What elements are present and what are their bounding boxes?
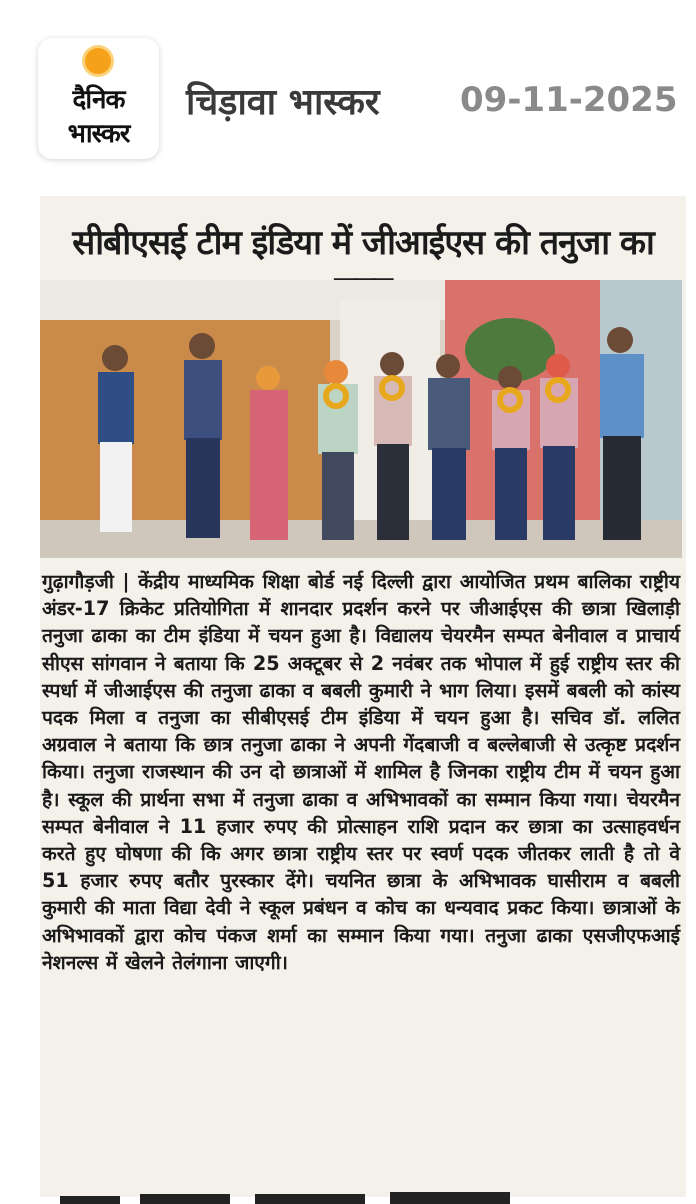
article-body: [42, 568, 680, 976]
article-body-text: केंद्रीय माध्यमिक शिक्षा बोर्ड नई दिल्ली द्वारा आयोजित प्रथम बालिका राष्ट्रीय अंडर-17 क्रिकेट प्रतियोगिता में शानदार प्रदर्शन करने पर जीआईएस की छात्रा खिलाड़ी तनुजा ढाका का टीम इंडिया में चयन हुआ है। विद्यालय चेयरमैन सम्पत बेनीवाल व प्राचार्य सीएस सांगवान ने बताया कि 25 अक्टूबर से 2 नवंबर तक भोपाल में हुई राष्ट्रीय स्तर की स्पर्धा में जीआईएस की तनुजा ढाका व बबली कुमारी ने भाग लिया। इसमें बबली को कांस्य पदक मिला व तनुजा का सीबीएसई टीम इंडिया में चयन हुआ है। सचिव डॉ. ललित अग्रवाल ने बताया कि छात्र तनुजा ढाका ने अपनी गेंदबाजी व बल्लेबाजी से उत्कृष्ट प्रदर्शन किया। तनुजा राजस्थान की उन दो छात्राओं में शामिल है जिनका राष्ट्रीय टीम में चयन हुआ है। स्कूल की प्रार्थना सभा में तनुजा ढाका व अभिभावकों का सम्मान किया गया। चेयरमैन सम्पत बेनीवाल ने 11 हजार रुपए की प्रोत्साहन राशि प्रदान कर छात्रा का उत्साहवर्धन करते हुए घोषणा की कि अगर छात्रा राष्ट्रीय स्तर पर स्वर्ण पदक जीतकर लाती है तो वे 51 हजार रुपए बतौर पुरस्कार देंगे। चयनित छात्रा के अभिभावक घासीराम व बबली कुमारी की माता विद्या देवी ने स्कूल प्रबंधन व कोच का धन्यवाद प्रकट किया। छात्राओं के अभिभावकों द्वारा कोच पंकज शर्मा का सम्मान किया गया। तनुजा ढाका एसजीएफआई नेशनल्स में खेलने तेलंगाना जाएगी।: [42, 570, 681, 974]
article-photo: [40, 280, 682, 558]
app-header: [0, 0, 696, 190]
group-photo-illustration: [40, 280, 682, 558]
sun-icon: [85, 48, 111, 74]
logo-text-line2: भास्कर: [67, 119, 130, 149]
newspaper-clipping: [40, 196, 686, 1197]
cut-off-text-fragment: [40, 1174, 686, 1204]
edition-date: 09-11-2025: [460, 80, 678, 120]
edition-title: चिड़ावा भास्कर: [186, 82, 380, 123]
next-article-headline-cut: [40, 1174, 686, 1204]
dainik-bhaskar-logo[interactable]: [38, 38, 159, 159]
article-headline: सीबीएसई टीम इंडिया में जीआईएस की तनुजा का: [72, 223, 654, 263]
logo-text-line1: दैनिक: [72, 85, 125, 115]
article-dateline: गुढ़ागौड़जी |: [42, 570, 130, 593]
